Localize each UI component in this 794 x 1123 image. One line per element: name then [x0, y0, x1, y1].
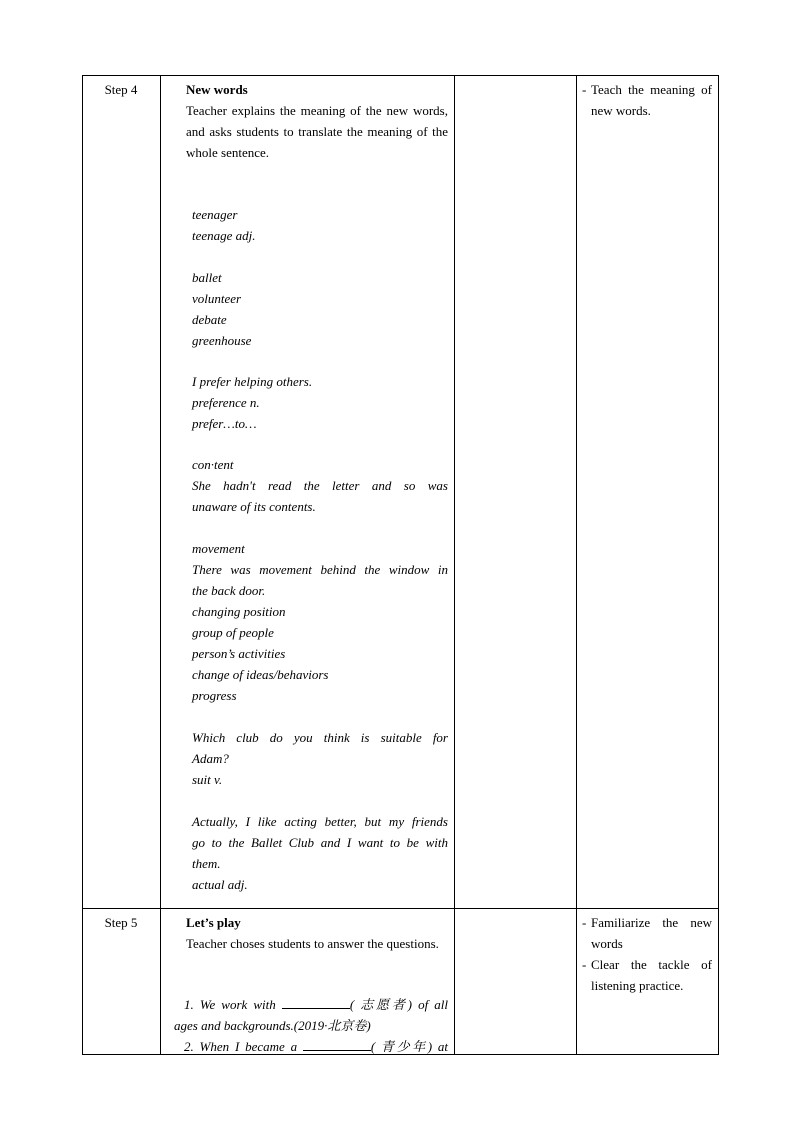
row-divider: [82, 908, 719, 909]
vocab-line: the back door.: [192, 583, 266, 598]
purpose-item: - Clear the tackle of listening practice.: [582, 954, 712, 996]
vocab-line: teenage adj.: [192, 228, 256, 243]
vocab-list: [192, 204, 448, 895]
step-content: [186, 912, 448, 954]
purpose-item: - Familiarize the new words: [582, 912, 712, 954]
vocab-line: volunteer: [192, 291, 242, 306]
question-list: [174, 994, 448, 1057]
vocab-group: [192, 727, 448, 790]
step-label: Step 4: [104, 82, 138, 97]
vocab-line: prefer…to…: [192, 416, 257, 431]
vocab-line: preference n.: [192, 395, 260, 410]
purpose-cell: [582, 912, 712, 996]
vocab-line: movement: [192, 541, 245, 556]
vocab-group: [192, 204, 448, 246]
vocab-line: ballet: [192, 270, 222, 285]
vocab-group: [192, 267, 448, 351]
vocab-line: Which club do you think is suitable for: [192, 730, 448, 745]
question-item: 1. We work with ( 志愿者) of all: [184, 997, 448, 1012]
vocab-line: actual adj.: [192, 877, 248, 892]
vocab-line: them.: [192, 856, 221, 871]
answer-blank[interactable]: [282, 995, 350, 1009]
step-label: Step 5: [104, 915, 138, 930]
vocab-line: Adam?: [192, 751, 229, 766]
table-border-top: [82, 75, 719, 76]
purpose-item: - Teach the meaning of new words.: [582, 79, 712, 121]
vocab-group: [192, 454, 448, 517]
step-content: [186, 79, 448, 163]
purpose-cell: [582, 79, 712, 121]
vocab-line: progress: [192, 688, 237, 703]
vocab-group: [192, 538, 448, 706]
vocab-line: Actually, I like acting better, but my friends: [192, 814, 448, 829]
section-description: Teacher choses students to answer the questions.: [186, 936, 439, 951]
vocab-line: changing position: [192, 604, 286, 619]
answer-blank[interactable]: [303, 1037, 371, 1051]
vocab-line: group of people: [192, 625, 274, 640]
vocab-line: suit v.: [192, 772, 223, 787]
vocab-line: debate: [192, 312, 227, 327]
vocab-line: go to the Ballet Club and I want to be with: [192, 835, 448, 850]
section-title: New words: [186, 82, 248, 97]
vocab-line: change of ideas/behaviors: [192, 667, 329, 682]
vocab-group: [192, 811, 448, 895]
vocab-line: She hadn't read the letter and so was: [192, 478, 448, 493]
vocab-line: teenager: [192, 207, 238, 222]
vocab-line: There was movement behind the window in: [192, 562, 448, 577]
vocab-line: I prefer helping others.: [192, 374, 313, 389]
question-item: 2. When I became a ( 青少年) at: [184, 1039, 448, 1054]
vocab-line: person’s activities: [192, 646, 286, 661]
section-description: Teacher explains the meaning of the new words, and asks students to translate the meaning of the whole sentence.: [186, 103, 448, 160]
question-item-continued: ages and backgrounds.(2019·北京卷): [174, 1018, 371, 1033]
bullet-dash-icon: -: [582, 915, 587, 930]
vocab-group: [192, 371, 448, 434]
vocab-line: unaware of its contents.: [192, 499, 316, 514]
vocab-line: con·tent: [192, 457, 234, 472]
bullet-dash-icon: -: [582, 82, 587, 97]
section-title: Let’s play: [186, 915, 241, 930]
lesson-plan-table: [82, 75, 719, 1055]
vocab-line: greenhouse: [192, 333, 252, 348]
bullet-dash-icon: -: [582, 957, 587, 972]
